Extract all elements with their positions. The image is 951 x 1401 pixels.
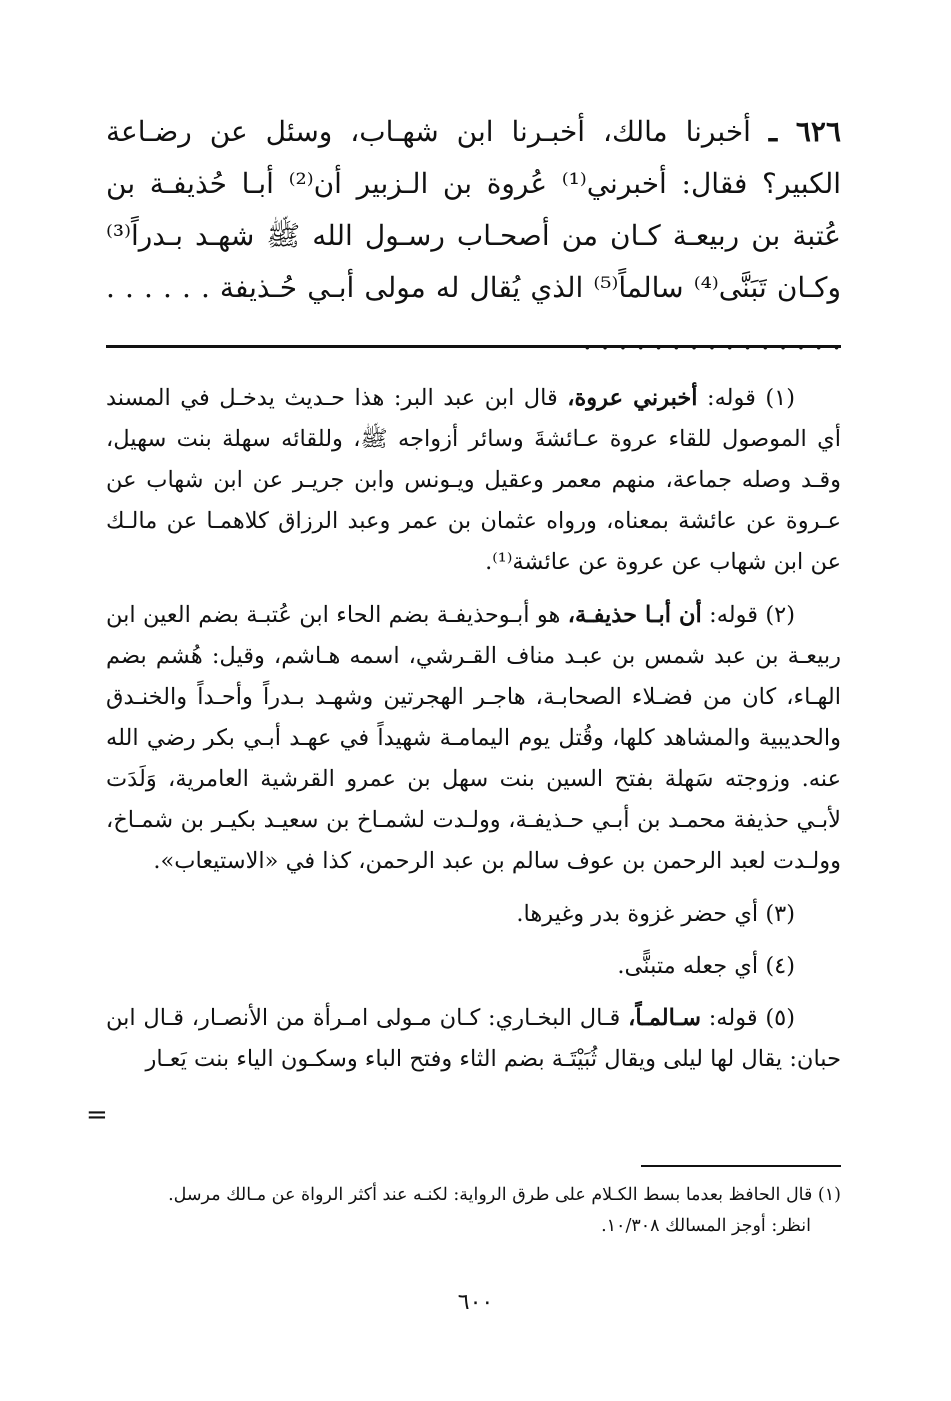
editor-footnote: [106, 1180, 841, 1242]
hadith-number: ٦٢٦ ـ: [768, 115, 841, 148]
note-5-lead: (٥) قوله:: [700, 1005, 795, 1031]
page-number: ٦٠٠: [457, 1290, 494, 1315]
note-5-text: قـال البخـاري: كـان مـولى امـرأة من الأنصـار، قـال ابن حبان: يقال لها ليلى ويقال ثُبَيْتَـة بضم الثاء وفتح الباء وسكـون الياء بنت يَعـار: [106, 1005, 841, 1072]
main-hadith-text: [106, 106, 841, 366]
note-4-lead: (٤): [758, 953, 795, 979]
continuation-mark: =: [86, 1100, 108, 1130]
note-1-text: قال ابن عبد البر: هذا حـديث يدخـل في المسند أي الموصول للقاء عروة عـائشةَ وسائر أزواجه ﷺ، وللقائه سهلة بنت سهيل، وقـد وصله جماعة، منهم معمر وعقيل ويـونس وابن جريـر عن ابن شهاب عن عـروة عن عائشة بمعناه، ورواه عثمان بن عمر وعبد الرزاق كلاهمـا عن مالـك عن ابن شهاب عن عروة عن عائشة⁽¹⁾.: [106, 385, 841, 575]
editor-footnote-line-1: (١) قال الحافظ بعدما بسط الكـلام على طرق الرواية: لكنـه عند أكثر الرواة عن مـالك مرسل.: [168, 1185, 841, 1205]
hadith-body: أخبرنا مالك، أخبـرنا ابن شهـاب، وسئل عن رضـاعة الكبير؟ فقال: أخبرني⁽¹⁾ عُروة بن الـزبير أن⁽²⁾ أبـا حُذيفـة بن عُتبة بن ربيعـة كـان من أصحـاب رسـول الله ﷺ شهـد بـدراً⁽³⁾ وكـان تَبَنَّى⁽⁴⁾ سالماً⁽⁵⁾ الذي يُقال له مولى أبـي حُـذيفة . . . . . . . . . . . . . . . . . . . . .: [106, 115, 842, 356]
note-3-text: أي حضر غزوة بدر وغيرها.: [516, 901, 759, 927]
note-4: [106, 946, 841, 987]
note-3: [106, 894, 841, 935]
note-3-lead: (٣): [758, 901, 795, 927]
note-1-lead: (١) قوله:: [697, 385, 796, 411]
note-1: [106, 378, 841, 583]
note-2-head: أن أبـا حذيفـة،: [567, 602, 702, 628]
footnote-separator-rule: [641, 1165, 841, 1167]
note-2: [106, 595, 841, 882]
editor-footnote-line-2: انظر: أوجز المسالك ١٠/٣٠٨.: [601, 1216, 811, 1236]
note-5: [106, 998, 841, 1080]
note-4-text: أي جعله متبنًّى.: [617, 953, 759, 979]
note-2-text: هو أبـوحذيفـة بضم الحاء ابن عُتبـة بضم العين ابن ربيعـة بن عبد شمس بن عبـد مناف القـرشي، اسمه هـاشم، وقيل: هُشم بضم الهـاء، كان من فضـلاء الصحابـة، هاجـر الهجرتين وشهـد بـدراً وأحـداً والخنـدق والحديبية والمشاهد كلها، وقُتل يوم اليمامـة شهيداً في عهـد أبـي بكر رضي الله عنه. وزوجته سَهلة بفتح السين بنت سهل بن عمرو القرشية العامرية، وَلَدَت لأبـي حذيفة محمـد بن أبـي حـذيفـة، وولـدت لشمـاخ بن سعيـد بكيـر بن شمـاخ، وولـدت لعبد الرحمن بن عوف سالم بن عبد الرحمن، كذا في «الاستيعاب».: [106, 602, 841, 874]
note-5-head: سـالمـاً،: [628, 1005, 701, 1031]
note-2-lead: (٢) قوله:: [701, 602, 795, 628]
commentary-notes: [106, 378, 841, 1092]
note-1-head: أخبرني عروة،: [567, 385, 698, 411]
main-separator-rule: [106, 345, 841, 348]
